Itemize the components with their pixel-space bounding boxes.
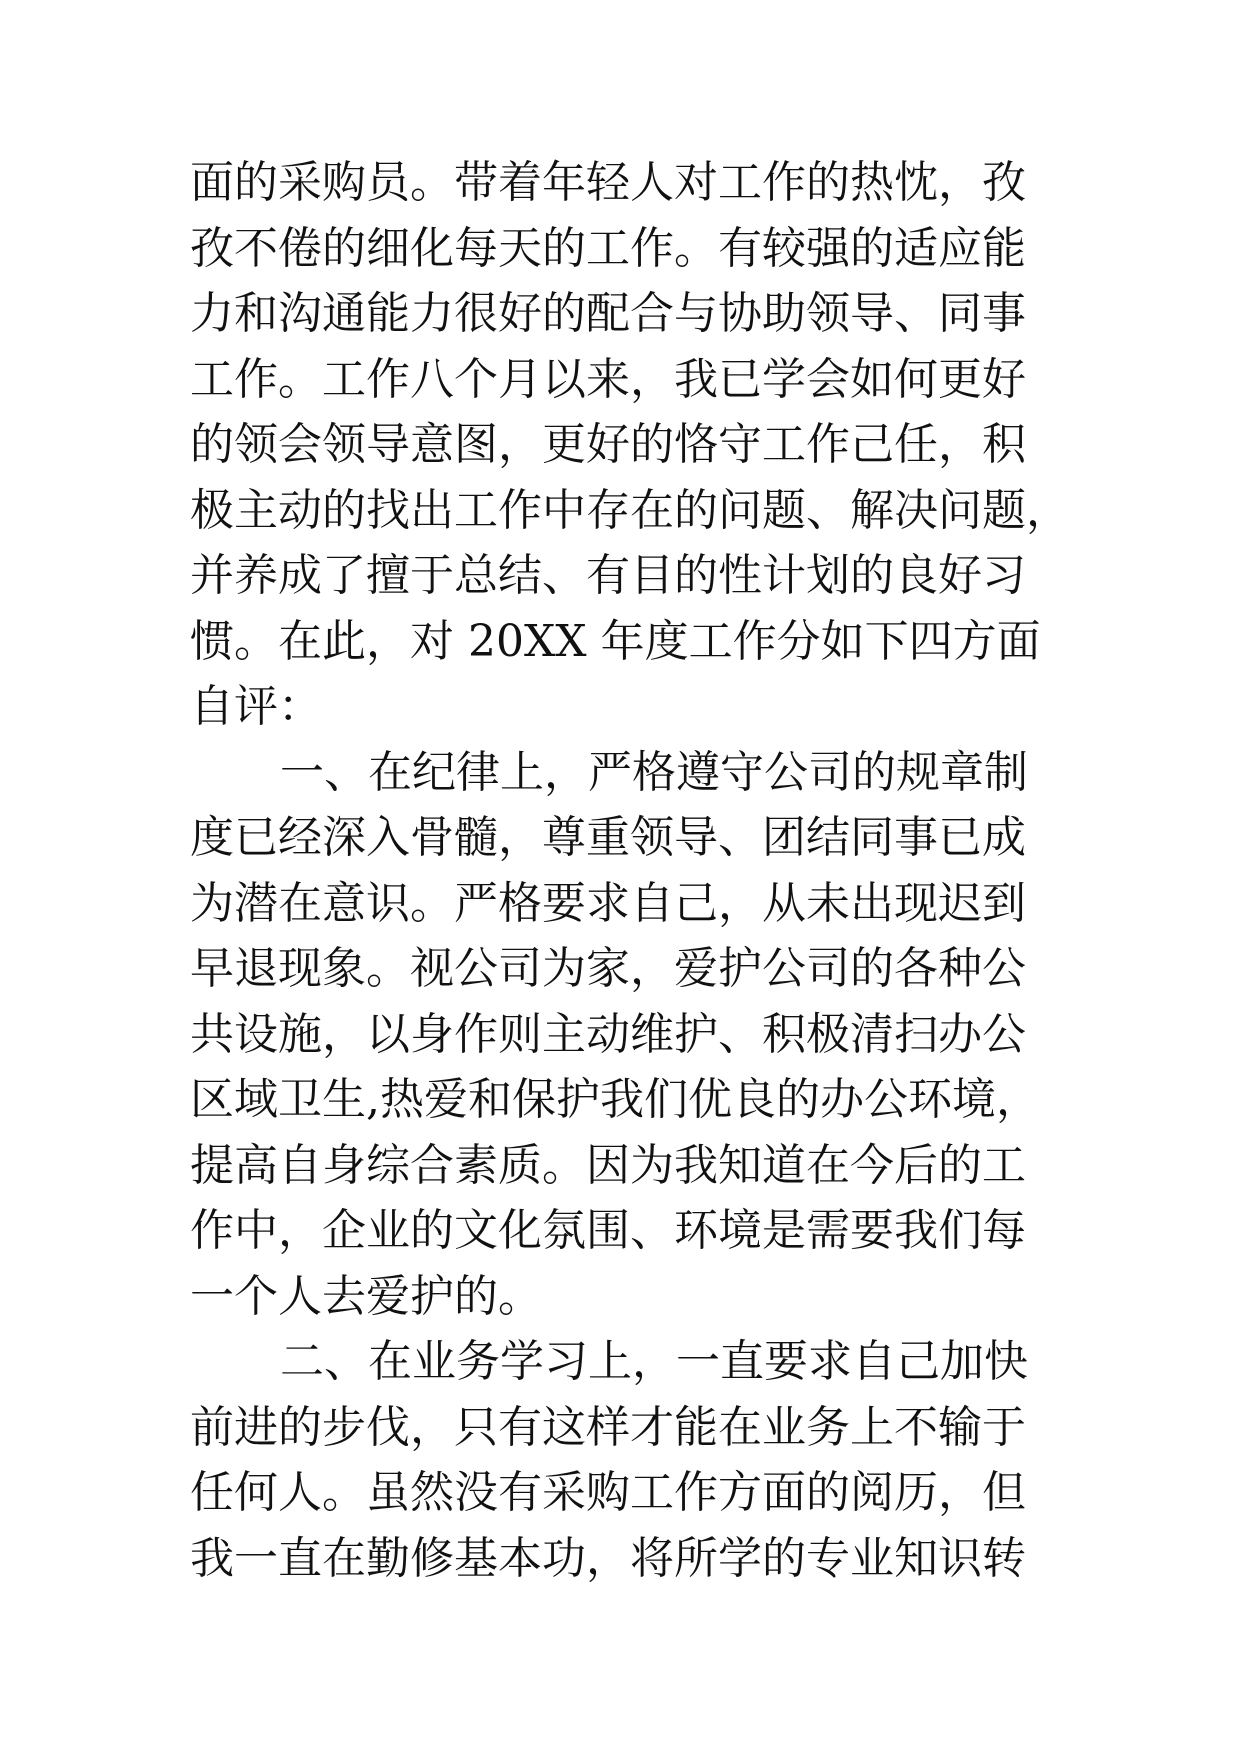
paragraph-start-line: 一、在纪律上，严格遵守公司的规章制 [280, 746, 1028, 798]
text-line: 力和沟通能力很好的配合与协助领导、同事 [190, 288, 1026, 339]
text-line: 为潜在意识。严格要求自己，从未出现迟到 [190, 877, 1026, 929]
paragraph-start-line: 二、在业务学习上，一直要求自己加快 [280, 1336, 1028, 1387]
text-line: 我一直在勤修基本功，将所学的专业知识转 [190, 1532, 1026, 1584]
text-line: 早退现象。视公司为家，爱护公司的各种公 [190, 943, 1026, 994]
text-line: 作中，企业的文化氛围、环境是需要我们每 [190, 1205, 1026, 1256]
text-line: 任何人。虽然没有采购工作方面的阅历，但 [190, 1467, 1026, 1518]
text-line: 提高自身综合素质。因为我知道在今后的工 [190, 1139, 1026, 1191]
body-text [190, 150, 1070, 1591]
text-line: 前进的步伐，只有这样才能在业务上不输于 [190, 1401, 1026, 1453]
text-line: 度已经深入骨髓，尊重领导、团结同事已成 [190, 812, 1026, 863]
text-line: 区域卫生,热爱和保护我们优良的办公环境， [190, 1074, 1040, 1125]
text-line: 极主动的找出工作中存在的问题、解决问题， [190, 484, 1070, 536]
text-line: 工作。工作八个月以来，我已学会如何更好 [190, 353, 1026, 405]
text-line: 一个人去爱护的。 [190, 1270, 542, 1322]
text-line: 孜不倦的细化每天的工作。有较强的适应能 [190, 222, 1026, 274]
text-line: 并养成了擅于总结、有目的性计划的良好习 [190, 550, 1026, 601]
text-line: 共设施，以身作则主动维护、积极清扫办公 [190, 1008, 1026, 1060]
text-line: 的领会领导意图，更好的恪守工作己任，积 [190, 419, 1026, 470]
text-line: 自评： [190, 681, 322, 732]
text-line: 面的采购员。带着年轻人对工作的热忱，孜 [190, 157, 1026, 208]
text-line: 惯。在此，对 20XX 年度工作分如下四方面 [190, 615, 1041, 667]
